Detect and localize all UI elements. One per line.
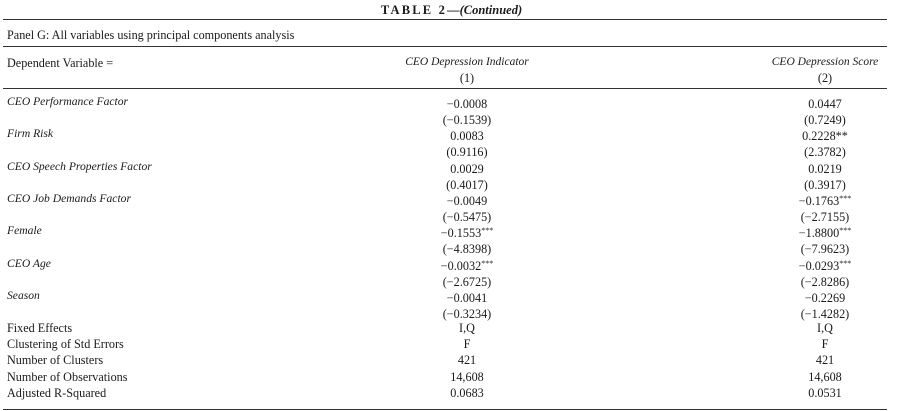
table-row bbox=[0, 191, 903, 207]
table-row-tstat bbox=[0, 142, 903, 158]
table-row bbox=[0, 256, 903, 272]
footer-label: Adjusted R-Squared bbox=[7, 385, 107, 400]
cell-value: (−7.9623) bbox=[800, 242, 850, 257]
table-row bbox=[0, 288, 903, 304]
cell-value: −0.0032 bbox=[440, 258, 482, 273]
column-header-2 bbox=[740, 54, 903, 86]
cell-value: −0.1553 bbox=[440, 226, 482, 241]
row-label: CEO Job Demands Factor bbox=[7, 191, 131, 205]
cell-value: 0.0029 bbox=[450, 161, 484, 176]
cell-value: (2.3782) bbox=[804, 145, 846, 160]
table-row bbox=[0, 223, 903, 239]
column-1-name: CEO Depression Indicator bbox=[405, 56, 529, 68]
cell-value: −0.0008 bbox=[446, 97, 488, 111]
row-label: CEO Speech Properties Factor bbox=[7, 159, 152, 173]
footer-cell-col-2: 421 bbox=[815, 353, 835, 368]
footer-cell-col-1: I,Q bbox=[459, 321, 475, 336]
dependent-variable-label: Dependent Variable = bbox=[7, 56, 114, 70]
cell-value: −1.8800 bbox=[798, 226, 840, 241]
table-row-tstat bbox=[0, 175, 903, 191]
footer-label: Number of Observations bbox=[7, 369, 128, 384]
significance-stars: *** bbox=[481, 258, 494, 268]
table-footer-row bbox=[0, 369, 903, 385]
cell-value: 0.0219 bbox=[808, 161, 842, 176]
cell-value: (0.3917) bbox=[804, 177, 846, 192]
significance-stars: *** bbox=[839, 226, 852, 236]
table-footer-row bbox=[0, 385, 903, 401]
row-label: Season bbox=[7, 288, 40, 302]
cell-value: (−0.1539) bbox=[442, 113, 492, 128]
column-2-name: CEO Depression Score bbox=[771, 56, 879, 68]
cell-value: (−0.5475) bbox=[442, 210, 492, 225]
significance-stars: *** bbox=[839, 258, 852, 268]
cell-value: (−2.8286) bbox=[800, 274, 850, 289]
table-row bbox=[0, 94, 903, 110]
footer-cell-col-2: I,Q bbox=[817, 321, 833, 336]
table-row-tstat bbox=[0, 239, 903, 255]
table-title-main: TABLE 2 bbox=[380, 3, 448, 17]
table-row bbox=[0, 126, 903, 142]
table-footer-row bbox=[0, 336, 903, 352]
footer-cell-col-1: 14,608 bbox=[450, 369, 484, 384]
column-1-number: (1) bbox=[459, 71, 475, 85]
header-rule bbox=[3, 88, 887, 89]
cell-value: −0.0041 bbox=[446, 290, 488, 305]
panel-rule bbox=[3, 46, 887, 47]
table-row bbox=[0, 159, 903, 175]
cell-value: 0.0083 bbox=[450, 129, 484, 144]
significance-stars: *** bbox=[839, 193, 852, 203]
table-title-continued: —(Continued) bbox=[447, 3, 523, 17]
cell-value: −0.2269 bbox=[804, 290, 846, 305]
table-row-tstat bbox=[0, 207, 903, 223]
table-row-tstat bbox=[0, 304, 903, 320]
column-2-number: (2) bbox=[817, 71, 833, 85]
footer-cell-col-1: F bbox=[463, 337, 471, 352]
column-header-1 bbox=[362, 54, 572, 86]
footer-cell-col-2: 0.0531 bbox=[808, 385, 842, 400]
cell-value: 0.2228** bbox=[802, 129, 848, 144]
row-label: Firm Risk bbox=[7, 127, 54, 141]
row-label: CEO Age bbox=[7, 256, 51, 270]
cell-value: (0.7249) bbox=[804, 113, 846, 128]
footer-cell-col-1: 0.0683 bbox=[450, 385, 484, 400]
cell-value: (−2.7155) bbox=[800, 210, 850, 225]
footer-label: Number of Clusters bbox=[7, 353, 104, 368]
cell-value: 0.0447 bbox=[808, 97, 842, 111]
table-row-tstat bbox=[0, 110, 903, 126]
footer-cell-col-1: 421 bbox=[457, 353, 477, 368]
footer-label: Clustering of Std Errors bbox=[7, 337, 124, 352]
bottom-rule bbox=[3, 409, 887, 410]
top-rule bbox=[3, 19, 887, 20]
row-label: CEO Performance Factor bbox=[7, 95, 129, 108]
cell-value: (0.4017) bbox=[446, 177, 488, 192]
cell-value: (0.9116) bbox=[446, 145, 488, 160]
table-footer-row bbox=[0, 320, 903, 336]
significance-stars: *** bbox=[481, 226, 494, 236]
footer-cell-col-2: F bbox=[821, 337, 829, 352]
cell-value: −0.0293 bbox=[798, 258, 840, 273]
cell-value: −0.1763 bbox=[798, 193, 840, 208]
table-row-tstat bbox=[0, 272, 903, 288]
cell-value: (−1.4282) bbox=[800, 306, 850, 321]
panel-title: Panel G: All variables using principal components analysis bbox=[7, 28, 295, 42]
row-label: Female bbox=[7, 224, 42, 238]
cell-value: (−0.3234) bbox=[442, 306, 492, 321]
cell-value: (−2.6725) bbox=[442, 274, 492, 289]
footer-label: Fixed Effects bbox=[7, 321, 73, 336]
cell-value: (−4.8398) bbox=[442, 242, 492, 257]
footer-cell-col-2: 14,608 bbox=[808, 369, 842, 384]
cell-value: −0.0049 bbox=[446, 193, 488, 208]
table-title bbox=[0, 2, 903, 18]
table-footer-row bbox=[0, 352, 903, 368]
